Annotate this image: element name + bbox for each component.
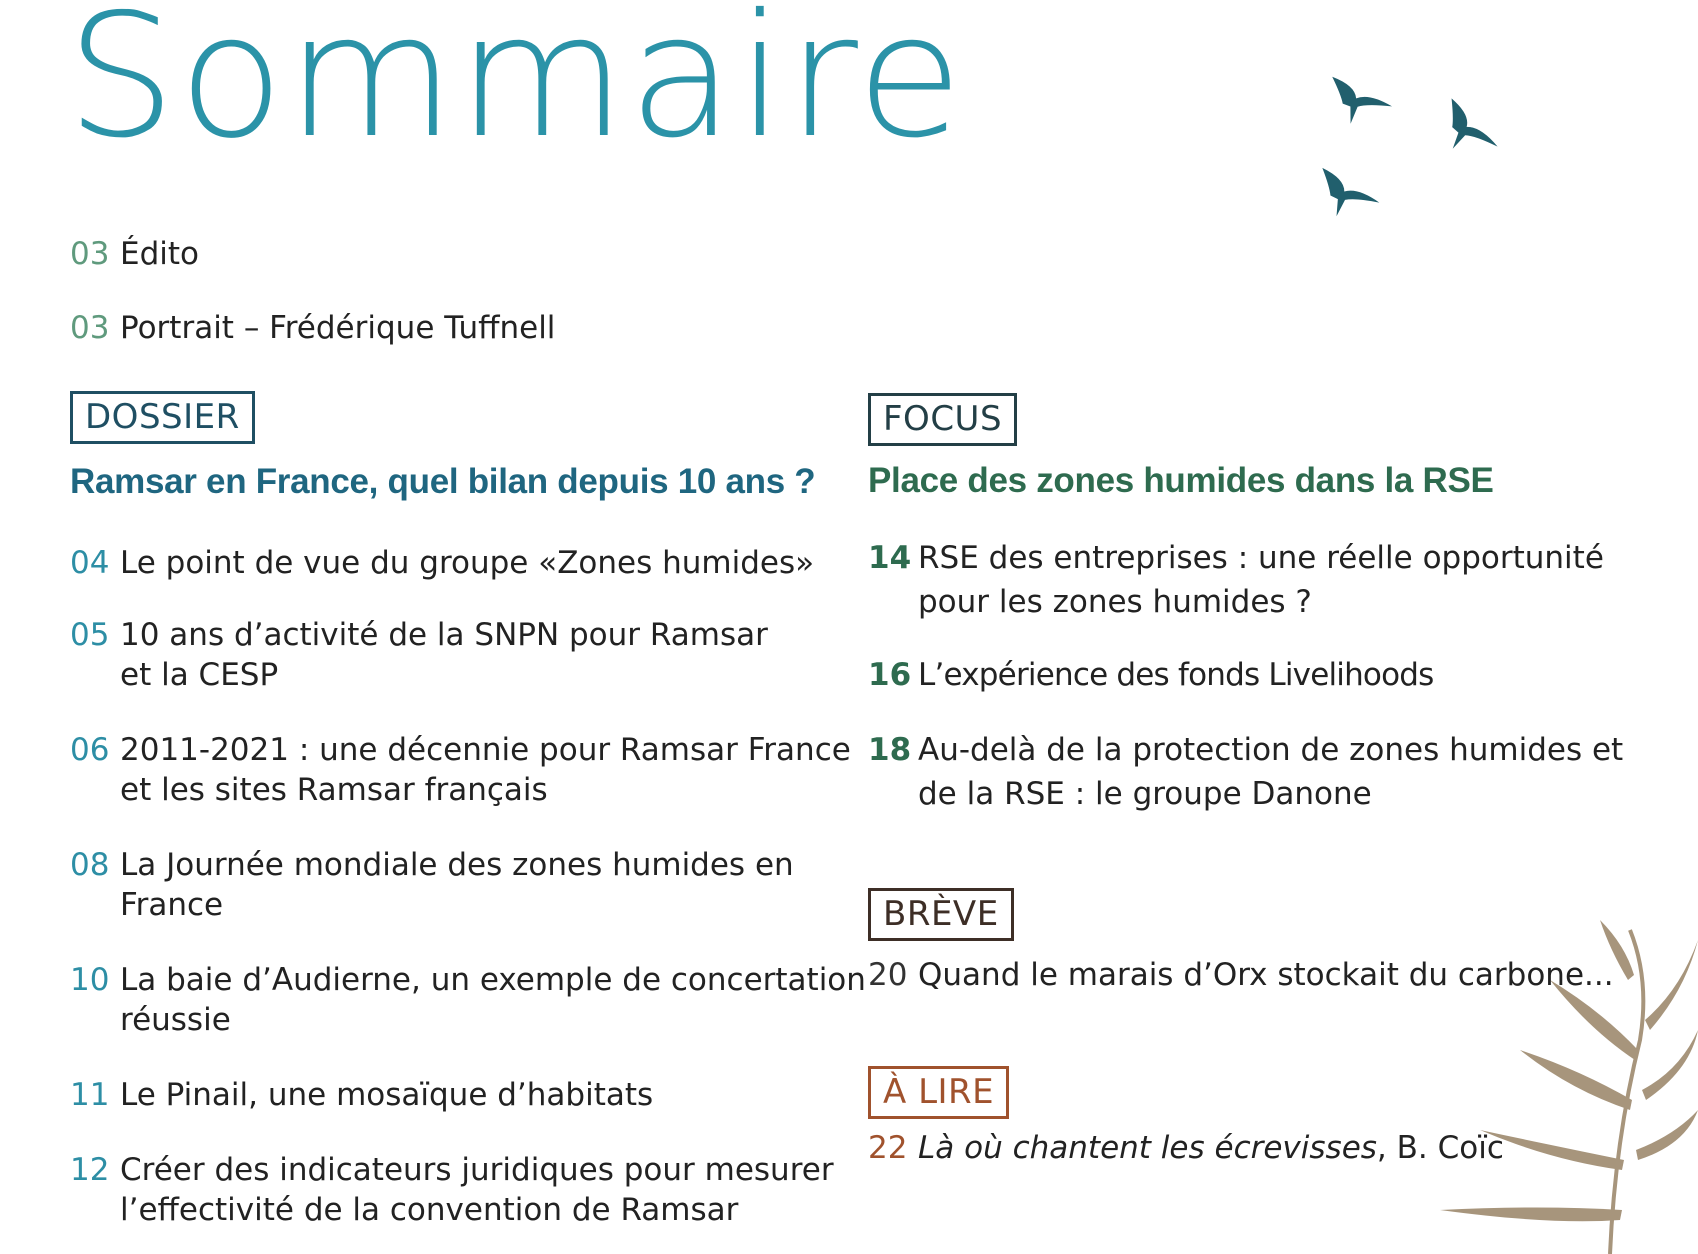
- birds-illustration: [1300, 55, 1540, 245]
- page-number: 18: [868, 732, 912, 768]
- page-number: 22: [868, 1130, 908, 1166]
- page-number: 14: [868, 540, 912, 576]
- entry-title-line2: et la CESP: [120, 657, 279, 693]
- page-title: Sommaire: [66, 0, 965, 176]
- page-number: 03: [70, 236, 110, 272]
- bird-icon: [1316, 69, 1392, 138]
- entry-title: [918, 1128, 1504, 1168]
- entry-title-line2: de la RSE : le groupe Danone: [918, 776, 1372, 812]
- entry-title-line2: réussie: [120, 1002, 231, 1038]
- page-number: 10: [70, 962, 110, 998]
- a-lire-tag: À LIRE: [868, 1066, 1009, 1119]
- dossier-title: Ramsar en France, quel bilan depuis 10 ans ?: [70, 462, 816, 501]
- entry-title: 2011-2021 : une décennie pour Ramsar France: [120, 732, 851, 768]
- entry-title: Quand le marais d’Orx stockait du carbone...: [918, 957, 1614, 993]
- page-number: 12: [70, 1152, 110, 1188]
- entry-title-line2: l’effectivité de la convention de Ramsar: [120, 1192, 739, 1228]
- breve-tag: BRÈVE: [868, 888, 1014, 941]
- entry-title: Le point de vue du groupe «Zones humides»: [120, 545, 815, 581]
- dossier-tag: DOSSIER: [70, 391, 255, 444]
- page-number: 05: [70, 617, 110, 653]
- entry-title-line2: et les sites Ramsar français: [120, 772, 548, 808]
- page-number: 11: [70, 1077, 110, 1113]
- entry-title: Au-delà de la protection de zones humides et: [918, 732, 1624, 768]
- entry-title-line2: France: [120, 887, 224, 923]
- entry-title-line2: pour les zones humides ?: [918, 584, 1312, 620]
- focus-tag: FOCUS: [868, 393, 1017, 446]
- page-number: 16: [868, 657, 912, 693]
- page-number: 08: [70, 847, 110, 883]
- entry-title: Portrait – Frédérique Tuffnell: [120, 310, 556, 346]
- page-number: 03: [70, 310, 110, 346]
- page-number: 04: [70, 545, 110, 581]
- book-title: Là où chantent les écrevisses: [918, 1130, 1377, 1166]
- entry-title: Édito: [120, 236, 199, 272]
- bird-icon: [1429, 93, 1498, 169]
- entry-title: La baie d’Audierne, un exemple de concertation: [120, 962, 866, 998]
- entry-title: 10 ans d’activité de la SNPN pour Ramsar: [120, 617, 768, 653]
- entry-title: Créer des indicateurs juridiques pour mesurer: [120, 1152, 834, 1188]
- entry-title: RSE des entreprises : une réelle opportunité: [918, 540, 1604, 576]
- entry-title: Le Pinail, une mosaïque d’habitats: [120, 1077, 654, 1113]
- bird-icon: [1304, 160, 1379, 232]
- book-author: , B. Coïc: [1376, 1130, 1504, 1166]
- page-number: 20: [868, 957, 908, 993]
- page-number: 06: [70, 732, 110, 768]
- entry-title: La Journée mondiale des zones humides en: [120, 847, 794, 883]
- entry-title: L’expérience des fonds Livelihoods: [918, 657, 1434, 693]
- focus-title: Place des zones humides dans la RSE: [868, 461, 1494, 500]
